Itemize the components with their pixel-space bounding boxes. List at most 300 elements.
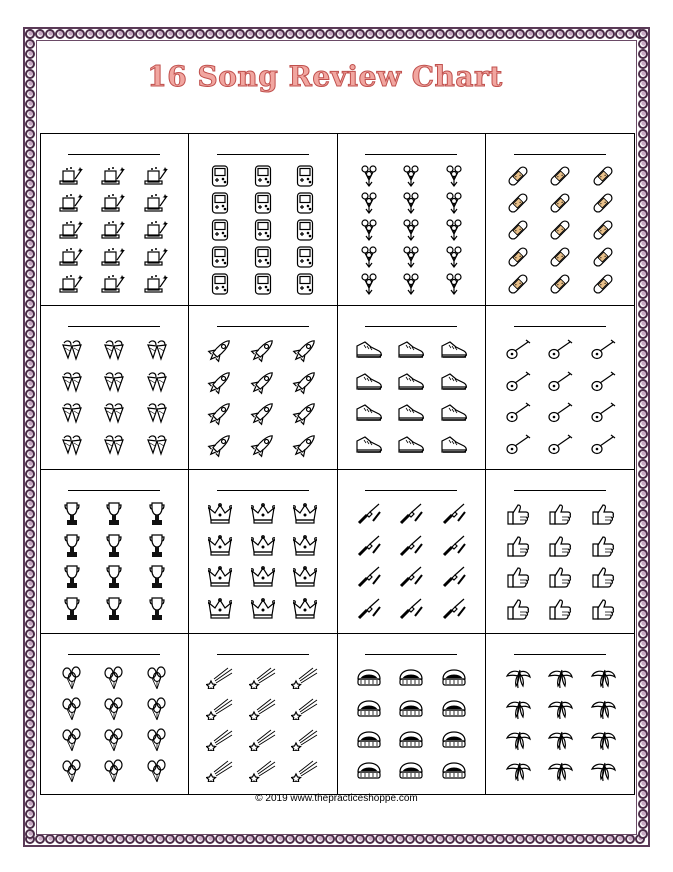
swirl-ornament [295,29,305,39]
handheld-game-icon [254,192,272,214]
swirl-ornament [95,29,105,39]
thumbs-up-icon [505,565,531,589]
thumbs-up-icon [505,502,531,526]
magic-hat-icon [101,246,127,268]
rocket-icon [291,431,319,459]
ice-cream-icon [146,402,168,424]
thumbs-up-icon [590,502,616,526]
swirl-ornament [25,399,35,409]
practice-icon-grid [51,334,178,461]
swirl-ornament [75,834,85,844]
swirl-ornament [638,559,648,569]
swirl-ornament [638,269,648,279]
swirl-ornament [25,549,35,559]
balloons-icon [146,697,168,721]
crown-icon [293,535,317,557]
swirl-ornament [638,49,648,59]
swirl-ornament [25,519,35,529]
practice-icon-grid [51,662,178,786]
shooting-star-icon [291,667,319,689]
swirl-ornament [25,159,35,169]
song-title-line [365,654,457,655]
swirl-ornament [638,229,648,239]
swirl-ornament [25,319,35,329]
swirl-ornament [65,29,75,39]
shooting-star-icon [249,729,277,751]
swirl-ornament [625,29,635,39]
swirl-ornament [475,834,485,844]
crown-icon [251,503,275,525]
swirl-ornament [25,279,35,289]
swirl-ornament [365,29,375,39]
swirl-ornament [25,489,35,499]
swirl-ornament [25,759,35,769]
dessert-icon [398,698,424,720]
song-cell [338,306,487,470]
crown-icon [208,535,232,557]
sneaker-icon [397,435,425,455]
song-cell [40,134,189,306]
swirl-ornament [225,834,235,844]
swirl-ornament [145,29,155,39]
swirl-ornament [25,119,35,129]
swirl-ornament [405,29,415,39]
swirl-ornament [355,29,365,39]
swirl-ornament [638,359,648,369]
magic-hat-icon [144,165,170,187]
paintbrush-icon [398,535,424,557]
swirl-ornament [95,834,105,844]
swirl-ornament [25,769,35,779]
song-title-line [217,326,309,327]
swirl-ornament [638,739,648,749]
thumbs-up-icon [547,534,573,558]
song-grid [40,133,635,795]
song-cell [40,634,189,794]
swirl-ornament [25,429,35,439]
swirl-ornament [638,699,648,709]
swirl-ornament [205,29,215,39]
swirl-ornament [25,259,35,269]
flower-bunch-icon [444,245,464,269]
banana-icon [547,728,573,752]
sneaker-icon [440,340,468,360]
swirl-ornament [415,29,425,39]
swirl-ornament [575,29,585,39]
swirl-ornament [638,109,648,119]
swirl-ornament [638,239,648,249]
ice-cream-icon [61,371,83,393]
swirl-ornament [25,469,35,479]
swirl-ornament [525,834,535,844]
swirl-ornament [185,29,195,39]
swirl-ornament [638,99,648,109]
banana-icon [505,728,531,752]
swirl-ornament [638,129,648,139]
guitar-icon [590,434,616,456]
swirl-ornament [425,29,435,39]
trophy-icon [149,596,165,622]
swirl-ornament [155,29,165,39]
swirl-ornament [105,834,115,844]
song-cell [486,634,635,794]
flower-bunch-icon [444,191,464,215]
song-title-line [68,654,160,655]
crown-icon [251,535,275,557]
swirl-ornament [595,29,605,39]
shooting-star-icon [249,760,277,782]
paintbrush-icon [441,566,467,588]
trophy-icon [64,533,80,559]
swirl-ornament [638,309,648,319]
swirl-ornament [75,29,85,39]
bandage-icon [548,272,572,296]
swirl-ornament [585,834,595,844]
swirl-ornament [515,29,525,39]
swirl-ornament [638,599,648,609]
swirl-ornament [45,29,55,39]
swirl-ornament [445,29,455,39]
swirl-ornament [215,834,225,844]
swirl-ornament [25,389,35,399]
guitar-icon [505,339,531,361]
swirl-ornament [25,339,35,349]
ice-cream-icon [146,434,168,456]
banana-icon [590,697,616,721]
swirl-ornament [475,29,485,39]
paintbrush-icon [398,566,424,588]
sneaker-icon [355,372,383,392]
swirl-ornament [125,29,135,39]
balloons-icon [103,728,125,752]
swirl-ornament [285,834,295,844]
sneaker-icon [440,435,468,455]
swirl-ornament [135,834,145,844]
magic-hat-icon [144,246,170,268]
practice-icon-grid [348,162,476,297]
rocket-icon [291,399,319,427]
swirl-ornament [585,29,595,39]
swirl-ornament [25,359,35,369]
swirl-ornament [638,509,648,519]
swirl-ornament [25,729,35,739]
thumbs-up-icon [590,534,616,558]
flower-bunch-icon [401,272,421,296]
flower-bunch-icon [401,245,421,269]
balloons-icon [61,666,83,690]
swirl-ornament [25,269,35,279]
swirl-ornament [485,834,495,844]
swirl-ornament [638,389,648,399]
flower-bunch-icon [444,218,464,242]
swirl-ornament [25,749,35,759]
swirl-ornament [265,29,275,39]
ice-cream-icon [146,371,168,393]
crown-icon [251,566,275,588]
shooting-star-icon [249,698,277,720]
swirl-ornament [35,834,45,844]
swirl-ornament [25,29,35,39]
swirl-ornament [275,834,285,844]
swirl-ornament [25,49,35,59]
rocket-icon [249,399,277,427]
dessert-icon [441,698,467,720]
magic-hat-icon [59,246,85,268]
swirl-ornament [165,834,175,844]
swirl-ornament [425,834,435,844]
song-cell [338,134,487,306]
song-cell [40,306,189,470]
swirl-ornament [25,459,35,469]
paintbrush-icon [356,598,382,620]
swirl-ornament [638,349,648,359]
magic-hat-icon [144,192,170,214]
trophy-icon [64,501,80,527]
swirl-ornament [25,409,35,419]
trophy-icon [106,501,122,527]
swirl-ornament [25,679,35,689]
ice-cream-icon [103,434,125,456]
swirl-ornament [495,29,505,39]
swirl-ornament [638,279,648,289]
swirl-ornament [615,29,625,39]
swirl-ornament [25,779,35,789]
rocket-icon [206,399,234,427]
swirl-ornament [505,834,515,844]
swirl-ornament [435,834,445,844]
practice-icon-grid [199,498,327,625]
handheld-game-icon [211,273,229,295]
swirl-ornament [638,399,648,409]
shooting-star-icon [206,760,234,782]
balloons-icon [61,759,83,783]
swirl-ornament [25,199,35,209]
swirl-ornament [638,629,648,639]
dessert-icon [441,667,467,689]
dessert-icon [441,760,467,782]
rocket-icon [206,368,234,396]
guitar-icon [590,339,616,361]
bandage-icon [591,218,615,242]
swirl-ornament [485,29,495,39]
trophy-icon [149,501,165,527]
handheld-game-icon [211,219,229,241]
paintbrush-icon [356,503,382,525]
balloons-icon [146,759,168,783]
swirl-ornament [638,519,648,529]
balloons-icon [103,666,125,690]
swirl-ornament [25,639,35,649]
swirl-ornament [225,29,235,39]
trophy-icon [149,533,165,559]
swirl-ornament [355,834,365,844]
trophy-icon [106,533,122,559]
bandage-icon [548,245,572,269]
shooting-star-icon [249,667,277,689]
swirl-ornament [25,499,35,509]
swirl-ornament [638,449,648,459]
swirl-ornament [255,29,265,39]
swirl-ornament [25,149,35,159]
thumbs-up-icon [590,597,616,621]
handheld-game-icon [296,165,314,187]
swirl-ornament [638,639,648,649]
swirl-ornament [25,109,35,119]
swirl-ornament [305,834,315,844]
handheld-game-icon [254,246,272,268]
song-title-line [68,154,160,155]
crown-icon [208,503,232,525]
bandage-icon [506,164,530,188]
sneaker-icon [355,340,383,360]
guitar-icon [547,402,573,424]
swirl-ornament [265,834,275,844]
swirl-ornament [25,629,35,639]
dessert-icon [356,698,382,720]
bandage-icon [548,218,572,242]
swirl-ornament [25,579,35,589]
swirl-ornament [385,29,395,39]
swirl-ornament [25,719,35,729]
guitar-icon [505,402,531,424]
swirl-ornament [638,619,648,629]
swirl-ornament [638,139,648,149]
crown-icon [208,598,232,620]
paintbrush-icon [441,503,467,525]
swirl-ornament [638,469,648,479]
bandage-icon [591,272,615,296]
banana-icon [547,666,573,690]
song-cell [338,470,487,634]
song-cell [338,634,487,794]
swirl-ornament [25,289,35,299]
swirl-ornament [638,199,648,209]
swirl-ornament [335,834,345,844]
swirl-ornament [638,689,648,699]
guitar-icon [505,434,531,456]
swirl-ornament [638,769,648,779]
song-title-line [514,654,606,655]
balloons-icon [61,728,83,752]
bandage-icon [548,164,572,188]
flower-bunch-icon [401,191,421,215]
bandage-icon [591,245,615,269]
swirl-ornament [535,29,545,39]
dessert-icon [356,667,382,689]
swirl-ornament [638,29,648,39]
swirl-ornament [638,529,648,539]
banana-icon [505,759,531,783]
dessert-icon [356,729,382,751]
swirl-ornament [638,259,648,269]
shooting-star-icon [206,698,234,720]
swirl-ornament [565,834,575,844]
swirl-ornament [638,209,648,219]
swirl-ornament [145,834,155,844]
swirl-ornament [638,439,648,449]
swirl-ornament [235,834,245,844]
trophy-icon [64,564,80,590]
swirl-ornament [555,29,565,39]
swirl-ornament [638,549,648,559]
rocket-icon [249,336,277,364]
ice-cream-icon [103,371,125,393]
swirl-ornament [25,649,35,659]
shooting-star-icon [291,760,319,782]
swirl-ornament [25,589,35,599]
swirl-ornament [245,29,255,39]
shooting-star-icon [291,729,319,751]
swirl-ornament [638,479,648,489]
swirl-ornament [25,809,35,819]
swirl-ornament [638,189,648,199]
swirl-ornament [575,834,585,844]
dessert-icon [356,760,382,782]
bandage-icon [548,191,572,215]
swirl-ornament [638,429,648,439]
practice-icon-grid [199,162,327,297]
swirl-ornament [505,29,515,39]
swirl-ornament [565,29,575,39]
swirl-ornament [638,819,648,829]
magic-hat-icon [101,219,127,241]
swirl-ornament [25,479,35,489]
swirl-ornament [638,589,648,599]
swirl-ornament [55,834,65,844]
swirl-ornament [455,834,465,844]
swirl-ornament [375,29,385,39]
swirl-ornament [638,649,648,659]
crown-icon [208,566,232,588]
swirl-ornament [25,669,35,679]
swirl-ornament [638,489,648,499]
swirl-ornament [525,29,535,39]
swirl-ornament [55,29,65,39]
swirl-ornament [25,619,35,629]
magic-hat-icon [101,165,127,187]
magic-hat-icon [59,192,85,214]
rocket-icon [249,431,277,459]
copyright-footer: © 2019 www.thepracticeshoppe.com [255,793,418,804]
swirl-ornament [385,834,395,844]
swirl-ornament [115,834,125,844]
crown-icon [293,598,317,620]
banana-icon [547,759,573,783]
balloons-icon [146,666,168,690]
song-title-line [514,490,606,491]
song-title-line [68,490,160,491]
crown-icon [251,598,275,620]
bandage-icon [591,191,615,215]
swirl-ornament [638,149,648,159]
swirl-ornament [595,834,605,844]
thumbs-up-icon [547,565,573,589]
swirl-ornament [638,709,648,719]
flower-bunch-icon [359,245,379,269]
trophy-icon [64,596,80,622]
rocket-icon [291,336,319,364]
swirl-ornament [638,379,648,389]
shooting-star-icon [206,729,234,751]
swirl-ornament [638,169,648,179]
swirl-ornament [638,179,648,189]
flower-bunch-icon [444,272,464,296]
swirl-ornament [25,349,35,359]
guitar-icon [590,402,616,424]
handheld-game-icon [254,165,272,187]
swirl-ornament [638,749,648,759]
swirl-ornament [25,189,35,199]
